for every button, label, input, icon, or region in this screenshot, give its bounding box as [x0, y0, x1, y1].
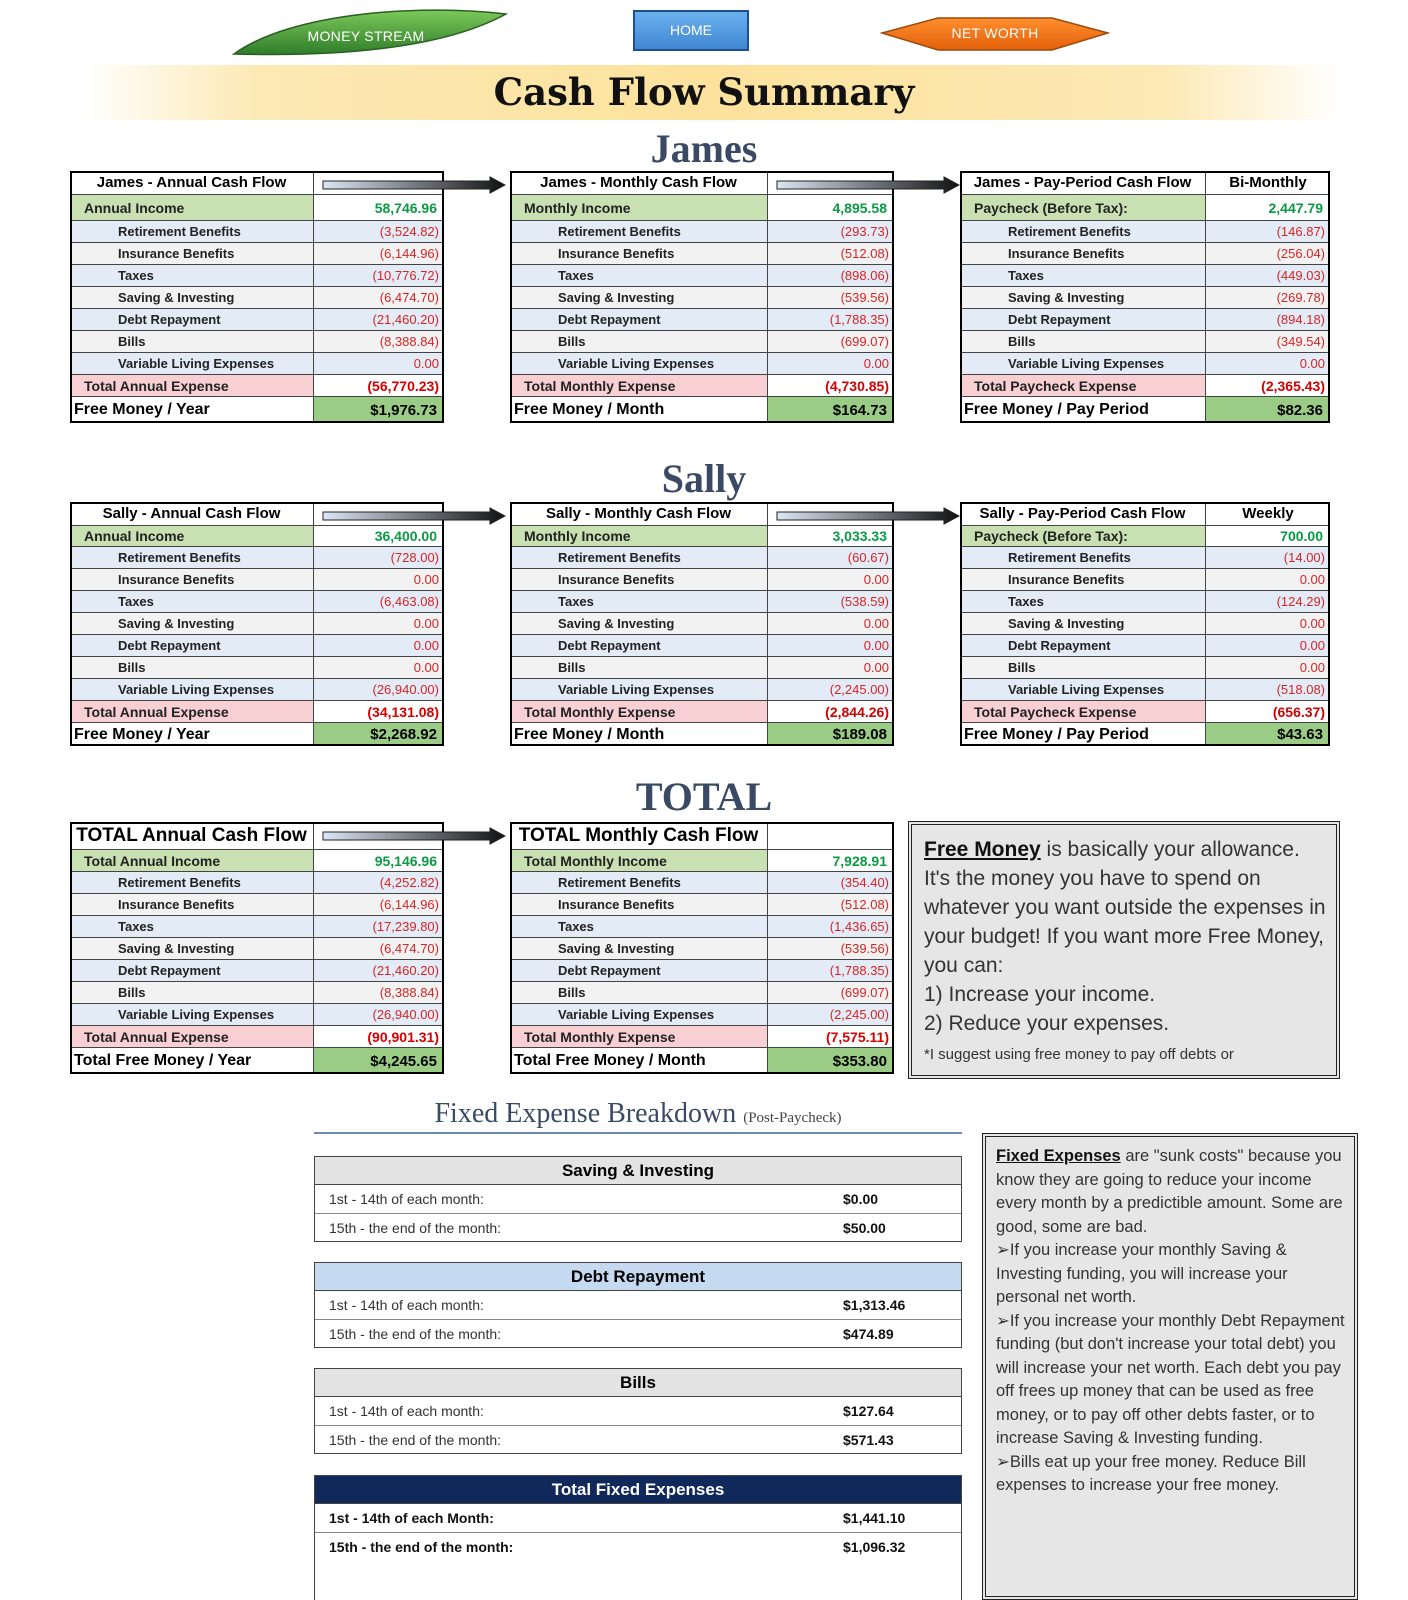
expense-label: Variable Living Expenses: [510, 679, 768, 701]
expense-value: 0.00: [1206, 613, 1330, 635]
expense-value: (1,788.35): [768, 960, 894, 982]
free-money-label: Total Free Money / Year: [70, 1048, 314, 1074]
row-amount: $1,313.46: [843, 1297, 906, 1313]
expense-label: Retirement Benefits: [960, 221, 1206, 243]
table-header: Sally - Monthly Cash Flow: [510, 502, 768, 526]
expense-value: (6,474.70): [314, 287, 444, 309]
expense-value: 0.00: [768, 657, 894, 679]
bullet-arrow-icon: ➢: [996, 1311, 1010, 1330]
expense-label: Bills: [70, 982, 314, 1004]
row-amount: $0.00: [843, 1191, 879, 1207]
table-row: [315, 1504, 961, 1532]
row-amount: $1,096.32: [843, 1538, 906, 1555]
expense-label: Variable Living Expenses: [960, 679, 1206, 701]
expense-value: (21,460.20): [314, 309, 444, 331]
spacer: [894, 547, 960, 569]
expense-label: Retirement Benefits: [70, 221, 314, 243]
income-label: Monthly Income: [510, 195, 768, 221]
table-header: Total Fixed Expenses: [315, 1476, 961, 1504]
expense-label: Debt Repayment: [70, 309, 314, 331]
expense-label: Insurance Benefits: [510, 243, 768, 265]
bills-table: [314, 1368, 962, 1454]
free-money-value: $43.63: [1206, 723, 1330, 746]
pay-frequency: Bi-Monthly: [1206, 171, 1330, 195]
expense-label: Taxes: [960, 591, 1206, 613]
spacer: [444, 195, 510, 221]
row-label: 1st - 14th of each month:: [329, 1403, 484, 1419]
spacer: [894, 397, 960, 423]
free-money-footnote: *I suggest using free money to pay off debts or: [924, 1046, 1234, 1063]
expense-label: Saving & Investing: [70, 938, 314, 960]
money-stream-button[interactable]: [232, 8, 508, 58]
row-amount: $571.43: [843, 1431, 894, 1448]
expense-value: (10,776.72): [314, 265, 444, 287]
expense-value: (26,940.00): [314, 679, 444, 701]
expense-label: Retirement Benefits: [510, 872, 768, 894]
spacer: [444, 1048, 510, 1074]
row-label: 1st - 14th of each month:: [329, 1191, 484, 1207]
spacer: [444, 526, 510, 547]
section-title-james: James: [650, 126, 758, 171]
expense-label: Saving & Investing: [70, 287, 314, 309]
page-title: Cash Flow Summary: [493, 70, 915, 114]
expense-value: (6,463.08): [314, 591, 444, 613]
expense-value: 0.00: [314, 613, 444, 635]
expense-value: (538.59): [768, 591, 894, 613]
spacer: [444, 397, 510, 423]
total-expense-label: Total Paycheck Expense: [960, 701, 1206, 723]
bullet-arrow-icon: ➢: [996, 1452, 1010, 1471]
expense-value: (539.56): [768, 938, 894, 960]
total-expense-label: Total Monthly Expense: [510, 701, 768, 723]
table-row: [315, 1291, 961, 1319]
spacer: [444, 850, 510, 872]
expense-label: Variable Living Expenses: [510, 1004, 768, 1026]
table-row: [315, 1425, 961, 1453]
expense-label: Saving & Investing: [510, 287, 768, 309]
free-money-text: is basically your allowance. It's the money you have to spend on whatever you want outside the expenses in your budget! If you want more Free Money, you can:: [924, 838, 1326, 977]
spacer: [894, 353, 960, 375]
expense-value: (8,388.84): [314, 982, 444, 1004]
total-expense-value: (2,365.43): [1206, 375, 1330, 397]
expense-label: Insurance Benefits: [510, 894, 768, 916]
expense-label: Variable Living Expenses: [70, 353, 314, 375]
free-money-value: $353.80: [768, 1048, 894, 1074]
spacer: [444, 723, 510, 746]
income-label: Annual Income: [70, 195, 314, 221]
fixed-expense-title-text: Fixed Expense Breakdown: [434, 1098, 737, 1129]
expense-value: 0.00: [768, 569, 894, 591]
free-money-label: Free Money / Pay Period: [960, 723, 1206, 746]
row-amount: $474.89: [843, 1325, 894, 1342]
expense-label: Saving & Investing: [960, 287, 1206, 309]
expense-value: (2,245.00): [768, 1004, 894, 1026]
expense-value: 0.00: [768, 635, 894, 657]
expense-label: Saving & Investing: [960, 613, 1206, 635]
spacer: [894, 569, 960, 591]
expense-value: (354.40): [768, 872, 894, 894]
fixed-expenses-bullet: If you increase your monthly Saving & Investing funding, you will increase your personal net worth.: [996, 1241, 1288, 1306]
expense-value: (21,460.20): [314, 960, 444, 982]
spacer: [894, 701, 960, 723]
spacer: [894, 243, 960, 265]
net-worth-button[interactable]: [880, 16, 1110, 52]
header-arrow-cell: [768, 822, 894, 850]
expense-value: (512.08): [768, 243, 894, 265]
spacer: [444, 243, 510, 265]
james-monthly-cash-flow-table: [510, 171, 960, 423]
income-label: Total Annual Income: [70, 850, 314, 872]
expense-label: Insurance Benefits: [70, 243, 314, 265]
total-expense-value: (2,844.26): [768, 701, 894, 723]
table-row: [315, 1397, 961, 1425]
expense-value: (124.29): [1206, 591, 1330, 613]
expense-label: Debt Repayment: [510, 960, 768, 982]
row-amount: $1,441.10: [843, 1510, 906, 1526]
expense-label: Saving & Investing: [70, 613, 314, 635]
total-expense-label: Total Annual Expense: [70, 375, 314, 397]
home-button[interactable]: HOME: [633, 10, 749, 51]
spacer: [894, 526, 960, 547]
expense-value: 0.00: [768, 613, 894, 635]
total-expense-value: (90,901.31): [314, 1026, 444, 1048]
total-expense-value: (656.37): [1206, 701, 1330, 723]
fixed-expenses-bullet: Bills eat up your free money. Reduce Bill expenses to increase your free money.: [996, 1452, 1306, 1494]
fixed-expense-title: [314, 1098, 962, 1130]
free-money-value: $164.73: [768, 397, 894, 423]
total-expense-value: (56,770.23): [314, 375, 444, 397]
expense-value: (349.54): [1206, 331, 1330, 353]
expense-value: 0.00: [314, 657, 444, 679]
total-expense-value: (34,131.08): [314, 701, 444, 723]
expense-value: (512.08): [768, 894, 894, 916]
net-worth-label: NET WORTH: [951, 25, 1039, 41]
spacer: [894, 195, 960, 221]
expense-label: Debt Repayment: [960, 309, 1206, 331]
row-label: 15th - the end of the month:: [329, 1325, 502, 1342]
expense-value: 0.00: [1206, 657, 1330, 679]
expense-label: Debt Repayment: [510, 309, 768, 331]
spacer: [444, 916, 510, 938]
expense-label: Insurance Benefits: [70, 894, 314, 916]
james-pay-cash-flow-table: [960, 171, 1330, 423]
total-monthly-cash-flow-table: [510, 822, 960, 1074]
table-row: [315, 1532, 961, 1560]
spacer: [894, 375, 960, 397]
table-row: [315, 1213, 961, 1241]
fixed-expenses-note: [982, 1133, 1358, 1600]
income-value: 95,146.96: [314, 850, 444, 872]
table-header: James - Pay-Period Cash Flow: [960, 171, 1206, 195]
total-expense-label: Total Monthly Expense: [510, 1026, 768, 1048]
spacer: [444, 701, 510, 723]
expense-label: Variable Living Expenses: [960, 353, 1206, 375]
expense-value: (4,252.82): [314, 872, 444, 894]
arrow-right-icon: [322, 176, 506, 194]
spacer: [894, 723, 960, 746]
expense-label: Bills: [70, 657, 314, 679]
fixed-expense-subtitle: (Post-Paycheck): [743, 1110, 842, 1126]
total-annual-cash-flow-table: [70, 822, 510, 1074]
expense-label: Taxes: [510, 916, 768, 938]
row-label: 1st - 14th of each Month:: [329, 1510, 494, 1526]
expense-label: Insurance Benefits: [510, 569, 768, 591]
expense-label: Insurance Benefits: [960, 569, 1206, 591]
arrow-right-icon: [322, 507, 506, 525]
free-money-item-2: 2) Reduce your expenses.: [924, 1012, 1170, 1035]
free-money-label: Free Money / Year: [70, 723, 314, 746]
free-money-label: Free Money / Month: [510, 397, 768, 423]
spacer: [444, 1004, 510, 1026]
free-money-term: Free Money: [924, 838, 1041, 861]
row-label: 15th - the end of the month:: [329, 1219, 502, 1236]
expense-value: (1,788.35): [768, 309, 894, 331]
expense-value: (6,144.96): [314, 894, 444, 916]
expense-label: Bills: [960, 657, 1206, 679]
income-value: 3,033.33: [768, 526, 894, 547]
free-money-value: $1,976.73: [314, 397, 444, 423]
expense-label: Taxes: [70, 916, 314, 938]
free-money-label: Total Free Money / Month: [510, 1048, 768, 1074]
total-fixed-expenses-table: [314, 1475, 962, 1600]
expense-value: 0.00: [768, 353, 894, 375]
sally-monthly-cash-flow-table: [510, 502, 960, 746]
expense-value: (17,239.80): [314, 916, 444, 938]
income-value: 58,746.96: [314, 195, 444, 221]
spacer: [894, 635, 960, 657]
expense-label: Retirement Benefits: [70, 872, 314, 894]
section-title-total: TOTAL: [635, 774, 773, 819]
spacer: [444, 894, 510, 916]
spacer: [444, 309, 510, 331]
expense-label: Taxes: [70, 591, 314, 613]
row-label: 1st - 14th of each month:: [329, 1297, 484, 1313]
free-money-note: [908, 821, 1340, 1079]
table-header: Bills: [315, 1369, 961, 1397]
total-expense-value: (7,575.11): [768, 1026, 894, 1048]
total-expense-label: Total Monthly Expense: [510, 375, 768, 397]
arrow-right-icon: [776, 176, 960, 194]
spacer: [444, 353, 510, 375]
spacer: [444, 221, 510, 243]
expense-label: Debt Repayment: [960, 635, 1206, 657]
expense-label: Bills: [70, 331, 314, 353]
free-money-item-1: 1) Increase your income.: [924, 983, 1156, 1006]
free-money-label: Free Money / Year: [70, 397, 314, 423]
spacer: [444, 591, 510, 613]
expense-label: Variable Living Expenses: [70, 679, 314, 701]
income-label: Total Monthly Income: [510, 850, 768, 872]
spacer: [444, 938, 510, 960]
expense-value: (518.08): [1206, 679, 1330, 701]
expense-value: 0.00: [314, 569, 444, 591]
row-label: 15th - the end of the month:: [329, 1538, 514, 1555]
pay-frequency: Weekly: [1206, 502, 1330, 526]
expense-value: (699.07): [768, 982, 894, 1004]
sally-annual-cash-flow-table: [70, 502, 510, 746]
expense-label: Retirement Benefits: [960, 547, 1206, 569]
free-money-label: Free Money / Pay Period: [960, 397, 1206, 423]
free-money-value: $82.36: [1206, 397, 1330, 423]
spacer: [894, 287, 960, 309]
expense-value: (539.56): [768, 287, 894, 309]
expense-label: Debt Repayment: [70, 635, 314, 657]
spacer: [894, 657, 960, 679]
expense-value: (26,940.00): [314, 1004, 444, 1026]
spacer: [444, 569, 510, 591]
income-label: Annual Income: [70, 526, 314, 547]
expense-label: Bills: [510, 982, 768, 1004]
expense-label: Bills: [960, 331, 1206, 353]
expense-value: (60.67): [768, 547, 894, 569]
expense-value: (6,474.70): [314, 938, 444, 960]
row-label: 15th - the end of the month:: [329, 1431, 502, 1448]
spacer: [444, 982, 510, 1004]
spacer: [894, 309, 960, 331]
spacer: [444, 331, 510, 353]
table-row: [315, 1185, 961, 1213]
expense-value: 0.00: [1206, 353, 1330, 375]
expense-label: Taxes: [70, 265, 314, 287]
expense-value: (894.18): [1206, 309, 1330, 331]
income-value: 7,928.91: [768, 850, 894, 872]
spacer: [444, 872, 510, 894]
total-expense-label: Total Annual Expense: [70, 701, 314, 723]
total-expense-label: Total Paycheck Expense: [960, 375, 1206, 397]
spacer: [444, 613, 510, 635]
spacer: [894, 591, 960, 613]
debt-repayment-table: [314, 1262, 962, 1348]
total-expense-value: (4,730.85): [768, 375, 894, 397]
expense-label: Bills: [510, 331, 768, 353]
arrow-right-icon: [776, 507, 960, 525]
spacer: [444, 679, 510, 701]
fixed-expenses-intro: are "sunk costs" because you know they are going to reduce your income every month by a predictible amount. Some are good, some are bad.: [996, 1147, 1343, 1236]
income-value: 4,895.58: [768, 195, 894, 221]
free-money-value: $4,245.65: [314, 1048, 444, 1074]
spacer: [444, 960, 510, 982]
bullet-arrow-icon: ➢: [996, 1241, 1010, 1259]
table-header: Saving & Investing: [315, 1157, 961, 1185]
arrow-right-icon: [322, 827, 506, 845]
row-amount: $127.64: [843, 1403, 894, 1419]
fixed-expenses-term: Fixed Expenses: [996, 1147, 1121, 1165]
expense-label: Taxes: [960, 265, 1206, 287]
expense-label: Retirement Benefits: [70, 547, 314, 569]
income-label: Paycheck (Before Tax):: [960, 526, 1206, 547]
section-title-sally: Sally: [661, 456, 747, 501]
expense-label: Insurance Benefits: [960, 243, 1206, 265]
total-expense-label: Total Annual Expense: [70, 1026, 314, 1048]
table-row: [315, 1319, 961, 1347]
james-annual-cash-flow-table: [70, 171, 510, 423]
expense-label: Taxes: [510, 265, 768, 287]
table-header: James - Monthly Cash Flow: [510, 171, 768, 195]
fixed-expenses-bullet: If you increase your monthly Debt Repayment funding (but don't increase your total debt) you will increase your net worth. Each debt you pay off frees up money that can be used as free money, or to pay off other debts faster, or to increase Saving & Investing funding.: [996, 1311, 1345, 1447]
expense-value: (449.03): [1206, 265, 1330, 287]
spacer: [444, 635, 510, 657]
table-header: TOTAL Annual Cash Flow: [70, 822, 314, 850]
expense-label: Saving & Investing: [510, 938, 768, 960]
expense-label: Bills: [510, 657, 768, 679]
table-header: Sally - Annual Cash Flow: [70, 502, 314, 526]
income-label: Monthly Income: [510, 526, 768, 547]
table-header: TOTAL Monthly Cash Flow: [510, 822, 768, 850]
free-money-value: $189.08: [768, 723, 894, 746]
saving-investing-table: [314, 1156, 962, 1242]
free-money-value: $2,268.92: [314, 723, 444, 746]
expense-value: 0.00: [314, 353, 444, 375]
expense-label: Retirement Benefits: [510, 221, 768, 243]
expense-value: (6,144.96): [314, 243, 444, 265]
spacer: [894, 331, 960, 353]
spacer: [894, 221, 960, 243]
expense-value: (146.87): [1206, 221, 1330, 243]
expense-value: (3,524.82): [314, 221, 444, 243]
expense-label: Variable Living Expenses: [510, 353, 768, 375]
title-divider: [314, 1132, 962, 1134]
expense-value: (8,388.84): [314, 331, 444, 353]
expense-label: Insurance Benefits: [70, 569, 314, 591]
spacer: [894, 265, 960, 287]
table-header: Debt Repayment: [315, 1263, 961, 1291]
expense-value: (14.00): [1206, 547, 1330, 569]
expense-label: Variable Living Expenses: [70, 1004, 314, 1026]
sally-pay-cash-flow-table: [960, 502, 1330, 746]
spacer: [444, 1026, 510, 1048]
expense-label: Debt Repayment: [510, 635, 768, 657]
expense-value: (293.73): [768, 221, 894, 243]
expense-value: (269.78): [1206, 287, 1330, 309]
row-amount: $50.00: [843, 1219, 886, 1236]
expense-label: Taxes: [510, 591, 768, 613]
table-header: James - Annual Cash Flow: [70, 171, 314, 195]
expense-label: Saving & Investing: [510, 613, 768, 635]
spacer: [444, 657, 510, 679]
income-label: Paycheck (Before Tax):: [960, 195, 1206, 221]
expense-value: 0.00: [314, 635, 444, 657]
expense-value: (898.06): [768, 265, 894, 287]
expense-value: 0.00: [1206, 635, 1330, 657]
expense-label: Retirement Benefits: [510, 547, 768, 569]
spacer: [444, 287, 510, 309]
spacer: [894, 679, 960, 701]
expense-value: (1,436.65): [768, 916, 894, 938]
income-value: 36,400.00: [314, 526, 444, 547]
expense-value: (699.07): [768, 331, 894, 353]
expense-value: (256.04): [1206, 243, 1330, 265]
expense-value: (2,245.00): [768, 679, 894, 701]
income-value: 2,447.79: [1206, 195, 1330, 221]
expense-label: Debt Repayment: [70, 960, 314, 982]
spacer: [444, 375, 510, 397]
expense-value: (728.00): [314, 547, 444, 569]
spacer: [894, 613, 960, 635]
spacer: [444, 265, 510, 287]
spacer: [444, 547, 510, 569]
expense-value: 0.00: [1206, 569, 1330, 591]
income-value: 700.00: [1206, 526, 1330, 547]
money-stream-label: MONEY STREAM: [307, 28, 425, 44]
free-money-label: Free Money / Month: [510, 723, 768, 746]
table-header: Sally - Pay-Period Cash Flow: [960, 502, 1206, 526]
